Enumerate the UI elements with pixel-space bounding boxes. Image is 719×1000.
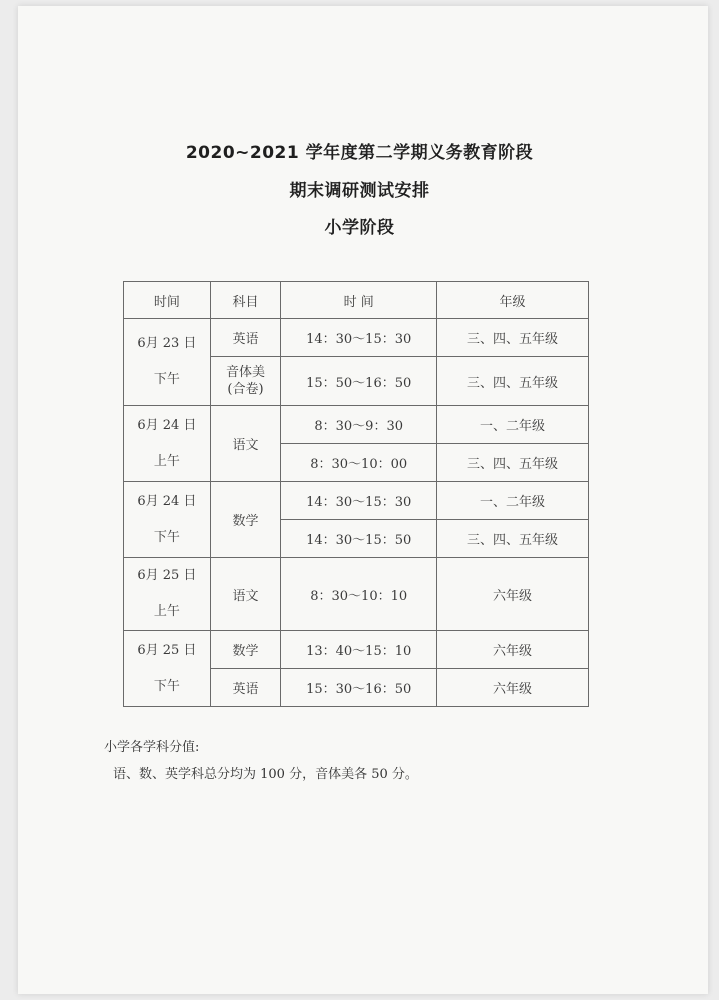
header-time: 时 间 bbox=[281, 282, 437, 319]
document-title: 2020~2021 学年度第二学期义务教育阶段 bbox=[185, 143, 534, 163]
table-header-row bbox=[124, 282, 589, 319]
date-cell bbox=[124, 319, 211, 406]
exam-schedule-table bbox=[123, 281, 589, 707]
table-row bbox=[124, 482, 589, 520]
period-label: 上午 bbox=[153, 453, 180, 469]
time-cell: 14：30～15：30 bbox=[281, 482, 437, 520]
notes-heading: 小学各学科分值: bbox=[104, 740, 200, 755]
table-row bbox=[124, 631, 589, 669]
date-cell bbox=[124, 406, 211, 482]
time-cell: 8：30～10：10 bbox=[281, 558, 437, 631]
date-cell bbox=[124, 558, 211, 631]
grade-cell: 六年级 bbox=[437, 558, 589, 631]
time-cell: 15：50～16：50 bbox=[281, 357, 437, 406]
grade-cell: 一、二年级 bbox=[437, 482, 589, 520]
time-cell: 8：30～10：00 bbox=[281, 444, 437, 482]
period-label: 下午 bbox=[153, 529, 180, 545]
subject-cell: 数学 bbox=[210, 631, 281, 669]
grade-cell: 六年级 bbox=[437, 631, 589, 669]
document-section-title: 小学阶段 bbox=[324, 218, 395, 238]
header-date: 时间 bbox=[124, 282, 211, 319]
date-label: 6月 23 日 bbox=[137, 336, 197, 351]
subject-line-2: (合卷) bbox=[227, 382, 264, 397]
date-label: 6月 25 日 bbox=[137, 568, 197, 583]
period-label: 下午 bbox=[153, 372, 180, 387]
document-subtitle: 期末调研测试安排 bbox=[289, 181, 430, 201]
time-cell: 14：30～15：50 bbox=[281, 520, 437, 558]
time-cell: 13：40～15：10 bbox=[281, 631, 437, 669]
time-cell: 14：30～15：30 bbox=[281, 319, 437, 357]
grade-cell: 三、四、五年级 bbox=[437, 357, 589, 406]
table-row bbox=[124, 558, 589, 631]
grade-cell: 三、四、五年级 bbox=[437, 319, 589, 357]
date-cell bbox=[124, 482, 211, 558]
subject-cell: 语文 bbox=[210, 558, 281, 631]
subject-cell: 英语 bbox=[210, 669, 281, 707]
time-cell: 8：30～9：30 bbox=[281, 406, 437, 444]
subject-line-1: 音体美 bbox=[226, 365, 266, 380]
notes-body: 语、数、英学科总分均为 100 分，音体美各 50 分。 bbox=[113, 767, 418, 782]
time-cell: 15：30～16：50 bbox=[281, 669, 437, 707]
date-label: 6月 24 日 bbox=[137, 417, 197, 433]
header-subject: 科目 bbox=[210, 282, 281, 319]
subject-cell: 语文 bbox=[210, 406, 281, 482]
subject-cell: 英语 bbox=[210, 319, 281, 357]
subject-cell bbox=[210, 357, 281, 406]
grade-cell: 一、二年级 bbox=[437, 406, 589, 444]
period-label: 上午 bbox=[153, 604, 180, 619]
grade-cell: 三、四、五年级 bbox=[437, 444, 589, 482]
table-row bbox=[124, 406, 589, 444]
grade-cell: 三、四、五年级 bbox=[437, 520, 589, 558]
table-row bbox=[124, 319, 589, 357]
date-cell bbox=[124, 631, 211, 707]
subject-cell: 数学 bbox=[210, 482, 281, 558]
date-label: 6月 24 日 bbox=[137, 493, 197, 509]
date-label: 6月 25 日 bbox=[137, 642, 197, 658]
grade-cell: 六年级 bbox=[437, 669, 589, 707]
period-label: 下午 bbox=[153, 678, 180, 694]
header-grade: 年级 bbox=[437, 282, 589, 319]
